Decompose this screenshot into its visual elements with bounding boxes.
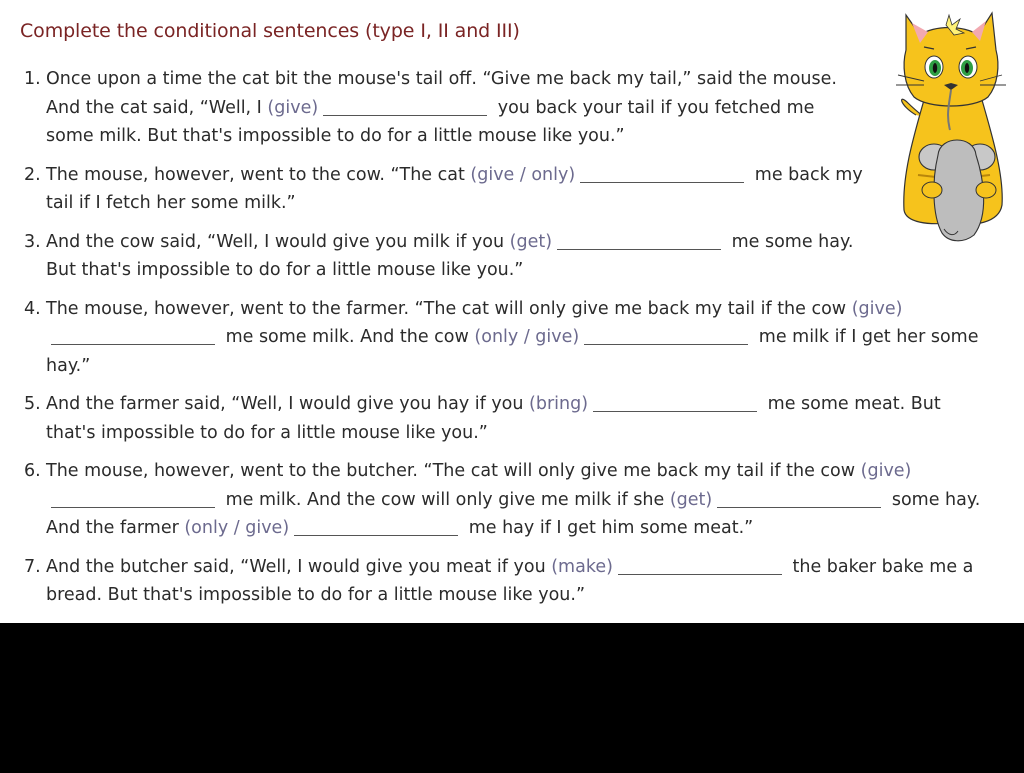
item-number: 5. xyxy=(24,394,41,414)
answer-blank[interactable] xyxy=(593,397,757,412)
answer-blank[interactable] xyxy=(580,168,744,183)
verb-hint: (get) xyxy=(509,231,553,252)
item-number: 6. xyxy=(24,461,41,481)
sentence-text: The mouse, however, went to the butcher. “The cat will only give me back my tail if the cow xyxy=(46,461,861,481)
verb-hint: (give / only) xyxy=(470,164,576,185)
verb-hint: (get) xyxy=(669,489,713,510)
sentence-line xyxy=(46,553,1009,582)
sentence-text: me milk. And the cow will only give me milk if she xyxy=(220,489,670,510)
item-number: 7. xyxy=(24,556,41,577)
verb-hint: (give) xyxy=(860,461,912,481)
sentence-text: The mouse, however, went to the cow. “The cat xyxy=(46,164,471,185)
exercise-item xyxy=(24,161,1009,218)
sentence-text: tail if I fetch her some milk.” xyxy=(46,193,296,213)
answer-blank[interactable] xyxy=(557,235,721,250)
verb-hint: (only / give) xyxy=(474,327,580,347)
sentence-line xyxy=(46,581,1009,610)
sentence-text: And the cat said, “Well, I xyxy=(46,97,268,118)
sentence-text: you back your tail if you fetched me xyxy=(492,97,815,118)
sentence-text: me back my xyxy=(749,164,863,185)
verb-hint: (make) xyxy=(551,556,613,577)
exercise-item xyxy=(24,457,1009,543)
sentence-line xyxy=(46,94,1009,123)
exercise-item xyxy=(24,553,1009,610)
sentence-text: me milk if I get her some xyxy=(753,327,979,347)
exercise-list xyxy=(24,65,1009,620)
answer-blank[interactable] xyxy=(294,521,458,536)
sentence-line xyxy=(46,122,1009,151)
sentence-text: The mouse, however, went to the farmer. “The cat will only give me back my tail if the cow xyxy=(46,298,852,319)
answer-blank[interactable] xyxy=(51,493,215,508)
answer-blank[interactable] xyxy=(618,560,782,575)
sentence-line xyxy=(46,323,1009,352)
sentence-line xyxy=(46,390,1009,419)
item-number: 3. xyxy=(24,231,41,252)
sentence-text: And the cow said, “Well, I would give you milk if you xyxy=(46,231,510,252)
sentence-text: me some meat. But xyxy=(762,394,941,414)
sentence-text: bread. But that's impossible to do for a little mouse like you.” xyxy=(46,585,586,605)
sentence-text: Once upon a time the cat bit the mouse's tail off. “Give me back my tail,” said the mouse. xyxy=(46,69,837,89)
sentence-text: me hay if I get him some meat.” xyxy=(463,518,754,538)
sentence-line xyxy=(46,352,1009,381)
sentence-line xyxy=(46,295,1009,324)
sentence-line xyxy=(46,228,1009,257)
item-number: 1. xyxy=(24,69,41,89)
cat-holding-mouse-icon xyxy=(894,5,1012,245)
verb-hint: (bring) xyxy=(529,394,589,414)
verb-hint: (give) xyxy=(851,298,903,319)
answer-blank[interactable] xyxy=(51,330,215,345)
item-number: 4. xyxy=(24,298,41,319)
answer-blank[interactable] xyxy=(323,101,487,116)
sentence-line xyxy=(46,189,1009,218)
exercise-item xyxy=(24,295,1009,381)
sentence-text: me some milk. And the cow xyxy=(220,327,475,347)
exercise-item xyxy=(24,65,1009,151)
sentence-text: some milk. But that's impossible to do for a little mouse like you.” xyxy=(46,126,625,146)
sentence-text: that's impossible to do for a little mouse like you.” xyxy=(46,422,488,443)
sentence-text: the baker bake me a xyxy=(786,556,974,577)
sentence-text: some hay. xyxy=(886,489,981,510)
exercise-item xyxy=(24,390,1009,447)
exercise-item xyxy=(24,228,1009,285)
sentence-text: And the farmer said, “Well, I would give you hay if you xyxy=(46,394,530,414)
sentence-text: But that's impossible to do for a little mouse like you.” xyxy=(46,260,524,280)
sentence-line xyxy=(46,457,1009,486)
answer-blank[interactable] xyxy=(584,330,748,345)
answer-blank[interactable] xyxy=(717,493,881,508)
sentence-line xyxy=(46,486,1009,515)
sentence-line xyxy=(46,514,1009,543)
sentence-line xyxy=(46,419,1009,448)
verb-hint: (only / give) xyxy=(184,518,290,538)
page-title: Complete the conditional sentences (type I, II and III) xyxy=(20,20,520,42)
sentence-line xyxy=(46,161,1009,190)
verb-hint: (give) xyxy=(267,97,319,118)
sentence-text: me some hay. xyxy=(726,231,854,252)
sentence-text: And the butcher said, “Well, I would give you meat if you xyxy=(46,556,552,577)
sentence-line xyxy=(46,256,1009,285)
sentence-text: hay.” xyxy=(46,355,91,376)
sentence-text: And the farmer xyxy=(46,518,185,538)
item-number: 2. xyxy=(24,164,41,185)
sentence-line xyxy=(46,65,1009,94)
